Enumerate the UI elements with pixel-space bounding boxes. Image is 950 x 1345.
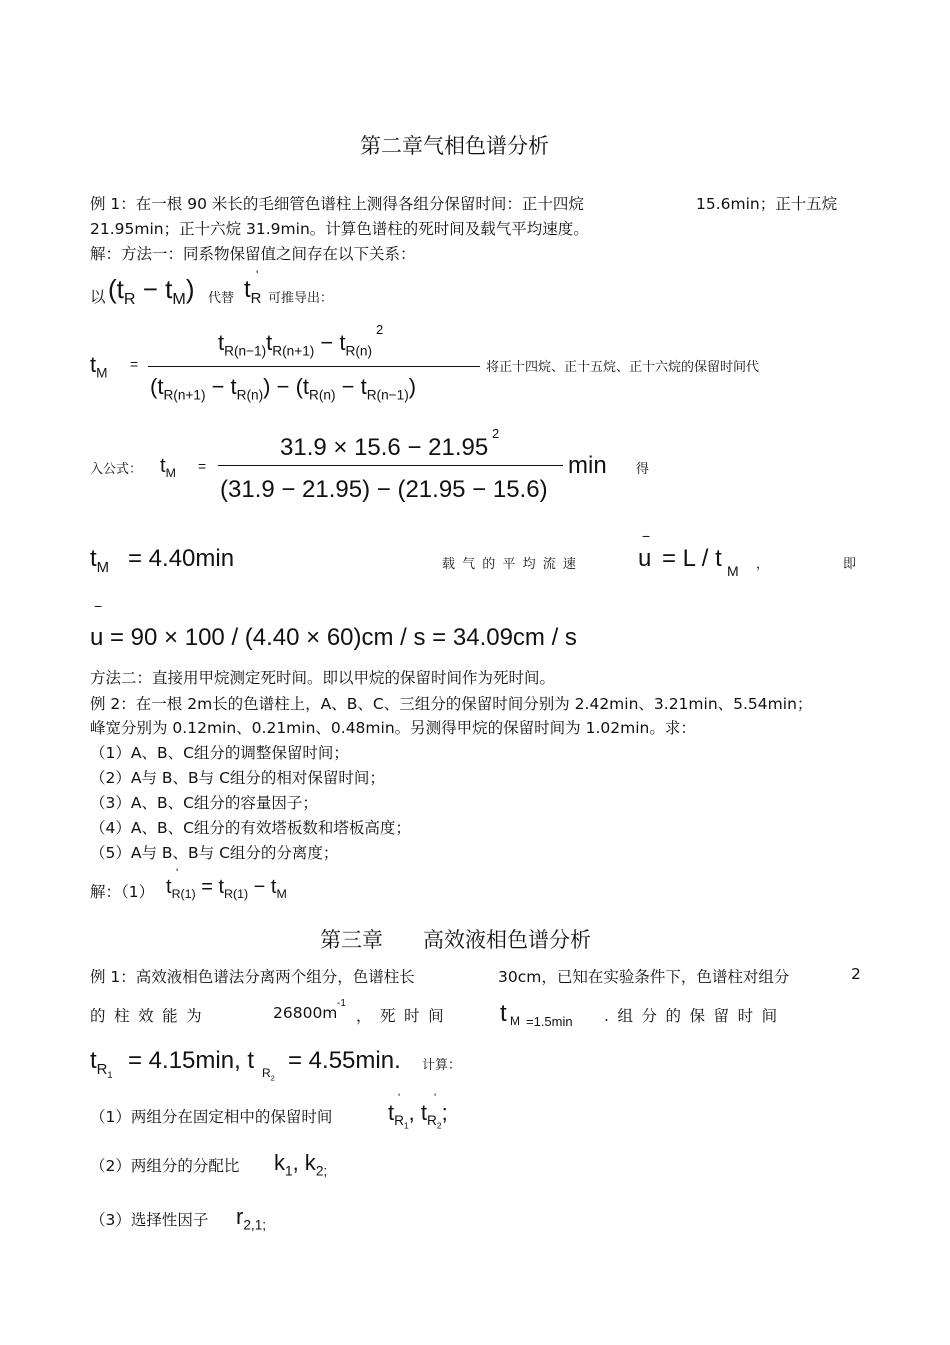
formula1-lhs: $t_M$	[90, 352, 108, 381]
formula1-tail-text: 将正十四烷、正十五烷、正十六烷的保留时间代	[486, 360, 760, 375]
ch3-ex1-line2-b: 26800m	[273, 1004, 338, 1022]
ex2-item-1: （1）A、B、C组分的调整保留时间；	[90, 744, 349, 762]
formula2-eq: =	[198, 458, 207, 474]
result-tm-value: = 4.40min	[128, 545, 235, 572]
formula2-numerator: 31.9 × 15.6 − 21.95	[280, 434, 489, 461]
ex1-line2: 21.95min；正十六烷 31.9min。计算色谱柱的死时间及载气平均速度。	[90, 220, 589, 238]
ch3-q3-formula: $r_{2,1;}$	[236, 1204, 267, 1233]
formula2-unit: min	[568, 452, 607, 479]
ex2-item-5: （5）A与 B、B与 C组分的分离度；	[90, 844, 339, 862]
formula2-fraction-bar	[218, 465, 563, 466]
ex2-line2: 峰宽分别为 0.12min、0.21min、0.48min。另测得甲烷的保留时间为 1.02min。求：	[90, 719, 696, 737]
u-bar: −	[94, 598, 103, 614]
ch3-q1: （1）两组分在固定相中的保留时间	[90, 1108, 333, 1126]
speed-u: u	[638, 545, 652, 572]
ch3-ex1-line1-end: 2	[851, 965, 861, 983]
ch3-ex1-line2-d: .组分的保留时间	[604, 1007, 786, 1025]
chapter3-title: 第三章 高效液相色谱分析	[320, 928, 592, 952]
ex1-line1-tail: 15.6min；正十五烷	[696, 195, 838, 213]
formula1-eq: =	[130, 356, 139, 372]
ex2-solution-formula: $t_{R(1)} = t_{R(1)} - t_M$	[166, 876, 287, 901]
formula2-lhs: $t_M$	[160, 455, 176, 480]
speed-sub-m: M	[727, 563, 739, 579]
ch3-ex1-line1: 例 1：高效液相色谱法分离两个组分，色谱柱长	[90, 968, 415, 986]
speed-eq: = L / t	[662, 545, 722, 572]
ch3-ex1-line1-mid: 30cm，已知在实验条件下，色谱柱对组分	[498, 968, 790, 986]
ch3-tm-sub: M	[510, 1014, 520, 1028]
chapter2-title: 第二章气相色谱分析	[360, 134, 549, 158]
ex2-item-2: （2）A与 B、B与 C组分的相对保留时间；	[90, 769, 385, 787]
u-symbol: u	[90, 624, 104, 651]
ch3-tr2-value: = 4.55min.	[288, 1047, 401, 1074]
u-result: = 90 × 100 / (4.40 × 60)cm / s = 34.09cm / s	[110, 624, 577, 651]
formula1-fraction-bar	[148, 366, 480, 367]
formula2-post: 得	[636, 462, 650, 477]
ch3-calc: 计算：	[422, 1058, 462, 1073]
ch3-q3: （3）选择性因子	[90, 1211, 209, 1229]
ch3-tm-symbol: t	[500, 1000, 507, 1027]
ex1-line1: 例 1：在一根 90 米长的毛细管色谱柱上测得各组分保留时间：正十四烷	[90, 195, 584, 213]
prime-mark-2: '	[176, 866, 179, 880]
ch3-tm-value: =1.5min	[526, 1014, 573, 1029]
ex2-line1: 例 2：在一根 2m长的色谱柱上，A、B、C、三组分的保留时间分别为 2.42min、3.21min、5.54min；	[90, 695, 813, 713]
ch3-q1-formula: $t_{R_1}$, $t_{R_2}$;	[388, 1100, 448, 1132]
ch3-ex1-line2-a: 的柱效能为	[90, 1007, 211, 1025]
ex1-solution-intro: 解：方法一：同系物保留值之间存在以下关系：	[90, 245, 416, 263]
formula2-denominator: (31.9 − 21.95) − (21.95 − 15.6)	[220, 476, 548, 503]
ch3-q2-formula: $k_1$, $k_{2;}$	[274, 1150, 328, 1179]
ch3-tr2-sub: $R_2$	[262, 1066, 275, 1083]
ex2-item-4: （4）A、B、C组分的有效塔板数和塔板高度；	[90, 819, 411, 837]
prime-mark-3: '	[398, 1092, 401, 1104]
speed-comma: ，	[756, 557, 770, 572]
formula1-numerator: $t_{R(n-1)}t_{R(n+1)} - t_{R(n)}$	[218, 330, 372, 359]
speed-text: 载气的平均流速	[442, 557, 584, 572]
result-tm-symbol: $t_M$	[90, 545, 110, 576]
ch3-ex1-minus1: -1	[337, 998, 346, 1009]
ch3-ex1-line2-c: ，死时间	[356, 1007, 453, 1025]
subst-mid: 代替	[208, 291, 235, 306]
ch3-q2: （2）两组分的分配比	[90, 1157, 240, 1175]
speed-u-bar: −	[642, 528, 651, 544]
ch3-tr1-value: = 4.15min, t	[128, 1047, 255, 1074]
prime-mark-4: '	[434, 1092, 437, 1104]
formula1-denominator: $(t_{R(n+1)} - t_{R(n)}) - (t_{R(n)} - t_{R(n-1)})$	[150, 374, 417, 403]
formula2-pre: 入公式：	[90, 462, 143, 477]
ex2-item-3: （3）A、B、C组分的容量因子；	[90, 794, 318, 812]
subst-tr-prime: $t_R$	[244, 276, 262, 307]
subst-post: 可推导出：	[268, 291, 334, 306]
subst-expr: $(t_R - t_M)$	[108, 274, 195, 309]
ch3-tr-symbol: $t_{R_1}$	[90, 1047, 113, 1080]
prime-mark: '	[256, 268, 259, 282]
speed-ji: 即	[843, 557, 857, 572]
method2: 方法二：直接用甲烷测定死时间。即以甲烷的保留时间作为死时间。	[90, 669, 556, 687]
formula2-square: 2	[492, 426, 500, 441]
subst-pre: 以	[90, 288, 106, 306]
ex2-solution: 解：（1）	[90, 883, 155, 901]
formula1-square: 2	[376, 322, 384, 337]
